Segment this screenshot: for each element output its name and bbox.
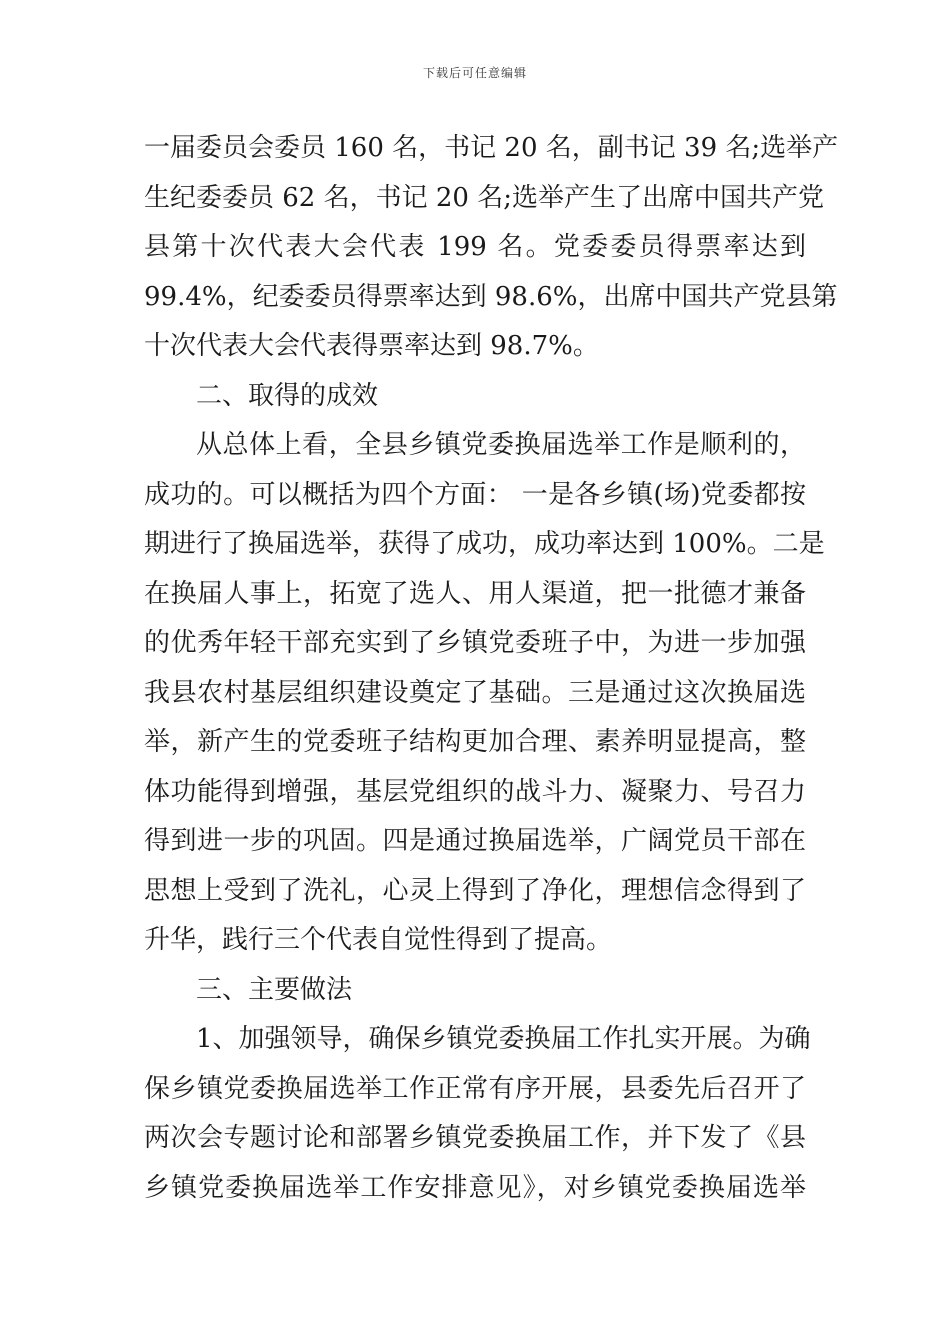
text-line: 一届委员会委员 160 名，书记 20 名，副书记 39 名;选举产 [144, 133, 839, 163]
text-line: 体功能得到增强，基层党组织的战斗力、凝聚力、号召力 [144, 776, 806, 807]
text-line: 乡镇党委换届选举工作安排意见》，对乡镇党委换届选举 [144, 1172, 806, 1203]
text-line: 举，新产生的党委班子结构更加合理、素养明显提高，整 [144, 727, 806, 757]
text-line: 99.4%，纪委委员得票率达到 98.6%，出席中国共产党县第 [144, 281, 838, 312]
text-line: 得到进一步的巩固。四是通过换届选举，广阔党员干部在 [144, 826, 806, 856]
text-line: 升华，践行三个代表自觉性得到了提高。 [144, 925, 613, 955]
text-line: 期进行了换届选举，获得了成功，成功率达到 100%。二是 [144, 529, 825, 559]
text-line: 成功的。可以概括为四个方面： 一是各乡镇(场)党委都按 [144, 479, 806, 510]
text-line: 保乡镇党委换届选举工作正常有序开展，县委先后召开了 [144, 1073, 806, 1104]
text-line: 二、取得的成效 [196, 380, 379, 411]
text-line: 从总体上看，全县乡镇党委换届选举工作是顺利的， [196, 430, 806, 460]
text-line: 十次代表大会代表得票率达到 98.7%。 [144, 331, 599, 361]
page-header: 下载后可任意编辑 [422, 66, 527, 80]
body-text [144, 124, 839, 1213]
text-line: 1、加强领导，确保乡镇党委换届工作扎实开展。为确 [196, 1024, 811, 1054]
text-line: 生纪委委员 62 名，书记 20 名;选举产生了出席中国共产党 [144, 182, 824, 213]
text-line: 思想上受到了洗礼，心灵上得到了净化，理想信念得到了 [144, 875, 806, 906]
text-line: 在换届人事上，拓宽了选人、用人渠道，把一批德才兼备 [144, 578, 806, 609]
text-line: 两次会专题讨论和部署乡镇党委换届工作，并下发了《县 [144, 1123, 806, 1153]
text-line: 的优秀年轻干部充实到了乡镇党委班子中，为进一步加强 [144, 628, 806, 658]
text-line: 我县农村基层组织建设奠定了基础。三是通过这次换届选 [144, 677, 806, 708]
text-line: 三、主要做法 [196, 974, 353, 1005]
text-line: 县第十次代表大会代表 199 名。党委委员得票率达到 [144, 232, 806, 262]
